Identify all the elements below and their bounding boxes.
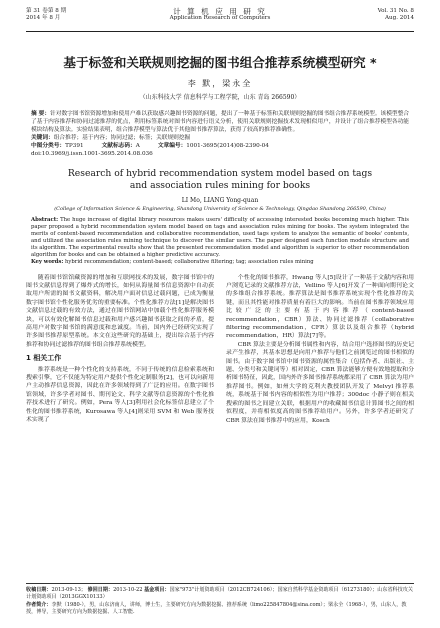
journal-name-zh: 计 算 机 应 用 研 究 (173, 7, 267, 16)
volume-issue-en (378, 8, 414, 22)
keywords-en-label: Key words: (31, 258, 64, 265)
keywords-zh-text: 组合推荐；基于内容；协同过滤；标签；关联规则挖掘 (53, 135, 191, 141)
header-rule (26, 31, 414, 32)
clc-label: 中图分类号： (31, 143, 66, 149)
section-1-heading: 1 相关工作 (26, 354, 62, 363)
revised-label: 修回日期： (87, 587, 114, 594)
intro-paragraph: 随着图书馆馆藏资源的增加和互联网技术的发展，数字图书馆中的图书文献信息得到了爆炸式的增长，如何从海量图书信息资源中自动获取用户所需的图书文献资料，解决用户面对信息过载问题，已成为衡量数字图书馆个性化服务优劣的重要标准。个性化推荐方法[1]是解决图书文献信息过载的有效方法，通过在图书馆网站中加载个性化推荐服务模块，可以有效化解图书信息过载和用户感兴趣图书获取之间的矛盾，提高用户对数字图书馆的满意度和忠诚度。当前，国内外已经研究实现了许多图书推荐原型系统。本文在这些研究的基础上，提出综合基于内容推荐和协同过滤推荐的图书组合推荐系统模型。 (26, 274, 214, 348)
affiliation-en: (College of Information Science & Engineering, Shandong University of Science & Technology, Qingdao Shandong 266590, China) (54, 205, 386, 212)
abstract-en-text: The huge increase of digital library resources makes users' difficulty of accessing interested books becoming much higher. This paper proposed a hybrid recommendation system model based on tags and association rules mining for books. The system integrated the merits of content-based recommendation and collaborative recommendation, used tags system to analyze the semantic of books' contents, and utilized the association rules mining technique to discover the similar users. The paper designed each function module structure and its algorithm. The experimental results show that the presented recommendation model and algorithm is superior to other recommendation algorithm for books and can be obtained a higher predictive accuracy. (31, 216, 409, 258)
footnote (26, 583, 414, 616)
right-paragraph-1: 个性化的图书推荐，Hwang 等人[5]设计了一种基于文献内容和用户浏览记录的文献推荐方法，Vellino 等人[6]开发了一种面向期刊论文的多维组合推荐系统。推荐算法是图书推荐系统实现个性化推荐的关键，而且其性能对推荐质量有着巨大的影响。当前在图书推荐领域应用比较广泛的主要有基于内容推荐（content-based recommendation，CBR）算法、协同过滤推荐（collaborative filtering recommendation，CFR）算法以及组合推荐（hybrid recommendation，HR）算法[7]等。 (226, 274, 414, 340)
abstract-zh-text: 针对数字图书馆资源增加和使用户难以获取感兴趣图书资源的问题，提出了一种基于标签和关联规则挖掘的图书组合推荐系统模型。该模型整合了基于内容推荐和协同过滤推荐的优点，利用标签系统对图书内容进行语义分析，使用关联规则挖掘技术发现相似用户，并设计了组合推荐模型各功能模块结构及算法。实验结果表明，组合推荐模型与算法优于其他图书推荐算法，获得了较高的推荐准确性。 (31, 111, 410, 133)
authors-zh: 李 默，梁永全 (187, 79, 253, 88)
date-en: Aug. 2014 (384, 15, 414, 22)
bio-text: 李默（1980-），男，山东济南人，讲师，博士生，主要研究方向为数据挖掘、推荐系统（limo225847804@sina.com）；梁永全（1968-），男，山东人，教授，博导，主要研究方向为数据挖掘、人工智能. (26, 601, 407, 615)
clc-value: TP391 (65, 143, 84, 149)
running-head (26, 8, 414, 30)
volume-en: Vol. 31 No. 8 (377, 8, 414, 14)
received-label: 收稿日期： (26, 587, 52, 594)
article-no-label: 文章编号： (157, 143, 187, 149)
body-columns (26, 274, 414, 425)
fund-text: 国家"973"计划资助项目（2012CB724106）；国家自然科学基金资助项目（61273180）；山东省科技攻关计划资助项目（2013GGX10133） (26, 587, 413, 601)
journal-name-en: Application Research of Computers (169, 15, 271, 22)
article-title-zh: 基于标签和关联规则挖掘的图书组合推荐系统模型研究 * (63, 55, 377, 70)
keywords-zh-label: 关键词： (31, 135, 54, 141)
abstract-zh-label: 摘 要： (31, 111, 51, 117)
affiliation-zh: （山东科技大学 信息科学与工程学院，山东 青岛 266590） (139, 94, 301, 101)
fund-label: 基金项目： (144, 587, 170, 594)
doc-code-label: 文献标志码： (101, 143, 136, 149)
abstract-en-label: Abstract: (31, 216, 59, 223)
date-zh: 2014 年 8 月 (26, 15, 61, 22)
keywords-zh (26, 134, 414, 142)
journal-name (26, 8, 414, 22)
keywords-en (26, 259, 414, 266)
section-1-paragraph: 推荐系统是一种个性化的支持系统，不同于传统的信息检索系统和搜索引擎，它不仅能为特定用户提供个性化定制服务[2]，也可以向新用户主动推荐信息资源，因此在许多领域得到了广泛的应用。在数字图书馆领域，许多学者对图书、期刊论文、科学文献等信息资源的个性化推荐技术进行了研究。例如，Pera 等人[3]利用社会化标签信息建立了个性化的图书推荐系统，Kurosawa 等人[4]则采用 SVM 和 Web 服务技术实现了 (26, 366, 214, 424)
abstract-zh (26, 110, 414, 134)
left-column (26, 274, 214, 425)
authors-en: LI Mo, LIANG Yong-quan (181, 196, 259, 204)
bio-label: 作者简介： (26, 601, 52, 608)
revised-date: 2013-10-22 (113, 587, 143, 594)
doi: doi:10.3969/j.issn.1001-3695.2014.08.036 (31, 151, 153, 157)
keywords-en-text: hybrid recommendation; content-based; collaborative filtering; tag; association rules mining (65, 258, 314, 265)
doc-code-value: A (135, 143, 140, 149)
abstract-en (26, 217, 414, 259)
volume-zh: 第 31 卷第 8 期 (26, 8, 67, 14)
journal-page (0, 8, 440, 628)
right-column (226, 274, 414, 425)
received-date: 2013-09-13； (51, 587, 86, 594)
article-no-value: 1001-3695(2014)08-2390-04 (186, 143, 269, 149)
classification-row (26, 142, 414, 150)
article-title-en: Research of hybrid recommendation system model based on tags and association rules mining for books (67, 168, 373, 191)
right-paragraph-2: CBR 算法主要是分析图书属性和内容，结合用户选择图书的历史记录产生推荐，其基本思想是向用户推荐与他们之前浏览过的图书相似的图书。由于数字图书馆中图书资源的属性集合（包括作者、出版社、主题、分类号和关键词等）相对固定，CBR 算法能够方便有效地提取和分析图书特征，因此，国内外许多图书推荐系统都采用了 CBR 算法为用户推荐图书。例如，如州大学的克利夫教授团队开发了 Melvyl 推荐系统，系统基于图书内容的相似性为用户推荐；300doc 小静子则在相关搜索的图书之间建立关联，根据用户的收藏图书信息计算图书之间的相似程度，并将相似度高的图书推荐给用户。另外，许多学者还研究了 CBR 算法在图书推荐中的应用，Kosch (226, 341, 414, 424)
